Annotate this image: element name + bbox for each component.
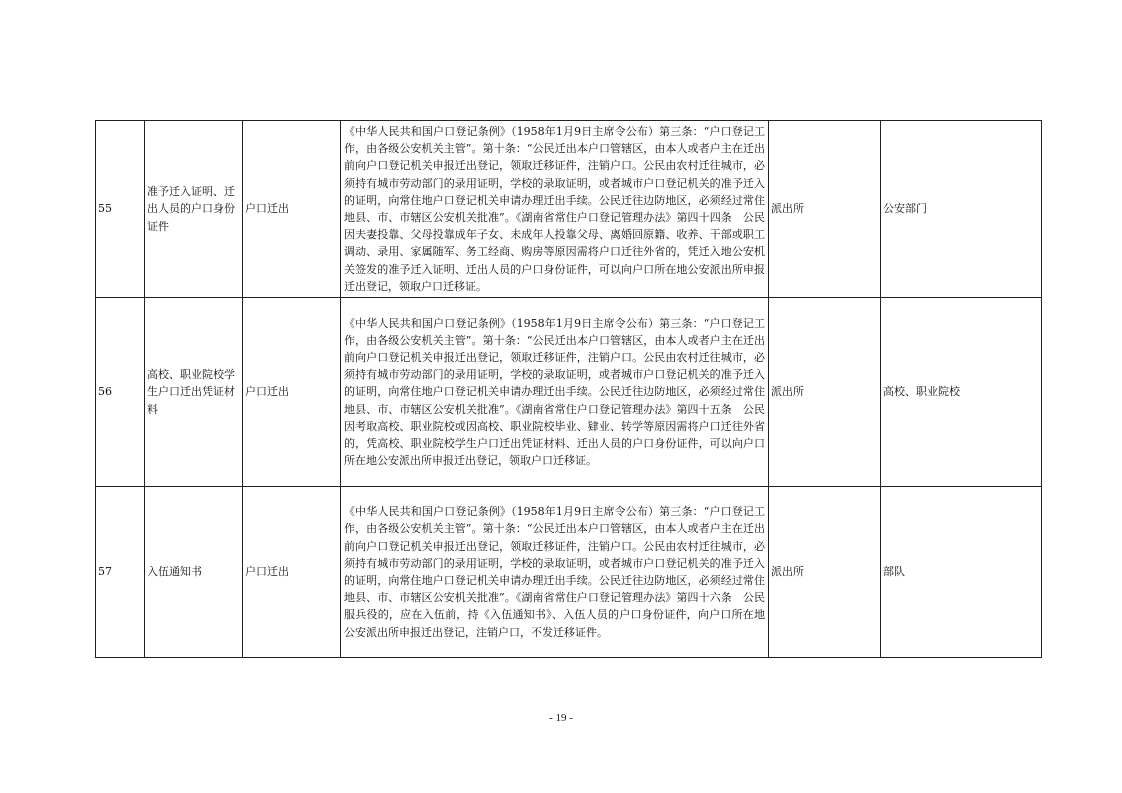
handling-unit-cell: 派出所 [769,121,881,298]
legal-basis-cell: 《中华人民共和国户口登记条例》（1958年1月9日主席令公布）第三条：“户口登记工作，由各级公安机关主管”。第十条：“公民迁出本户口管辖区，由本人或者户主在迁出前向户口登记机关申报迁出登记，领取迁移证件，注销户口。公民由农村迁往城市，必须持有城市劳动部门的录用证明，学校的录取证明，或者城市户口登记机关的准予迁入的证明，向常住地户口登记机关申请办理迁出手续。公民迁往边防地区，必须经过常住地县、市、市辖区公安机关批准”。《湖南省常住户口登记管理办法》第四十五条 公民因考取高校、职业院校或因高校、职业院校毕业、肄业、转学等原因需将户口迁往外省的，凭高校、职业院校学生户口迁出凭证材料、迁出人员的户口身份证件，可以向户口所在地公安派出所申报迁出登记，领取户口迁移证。 [341,298,769,487]
issuing-unit-cell: 高校、职业院校 [881,298,1042,487]
row-number-cell: 56 [96,298,145,487]
issuing-unit-cell: 部队 [881,487,1042,658]
service-item-cell: 户口迁出 [243,298,341,487]
table-row [96,298,1042,487]
table-row [96,121,1042,298]
material-name-cell: 准予迁入证明、迁出人员的户口身份证件 [145,121,243,298]
material-name-cell: 高校、职业院校学生户口迁出凭证材料 [145,298,243,487]
handling-unit-cell: 派出所 [769,298,881,487]
page-number: - 19 - [549,712,573,724]
service-item-cell: 户口迁出 [243,121,341,298]
service-item-cell: 户口迁出 [243,487,341,658]
material-name-cell: 入伍通知书 [145,487,243,658]
row-number-cell: 55 [96,121,145,298]
legal-basis-cell: 《中华人民共和国户口登记条例》（1958年1月9日主席令公布）第三条：“户口登记工作，由各级公安机关主管”。第十条：“公民迁出本户口管辖区，由本人或者户主在迁出前向户口登记机关申报迁出登记，领取迁移证件，注销户口。公民由农村迁往城市，必须持有城市劳动部门的录用证明，学校的录取证明，或者城市户口登记机关的准予迁入的证明，向常住地户口登记机关申请办理迁出手续。公民迁往边防地区，必须经过常住地县、市、市辖区公安机关批准”。《湖南省常住户口登记管理办法》第四十四条 公民因夫妻投靠、父母投靠成年子女、未成年人投靠父母、离婚回原籍、收养、干部或职工调动、录用、家属随军、务工经商、购房等原因需将户口迁往外省的，凭迁入地公安机关签发的准予迁入证明、迁出人员的户口身份证件，可以向户口所在地公安派出所申报迁出登记，领取户口迁移证。 [341,121,769,298]
handling-unit-cell: 派出所 [769,487,881,658]
issuing-unit-cell: 公安部门 [881,121,1042,298]
table-row [96,487,1042,658]
row-number-cell: 57 [96,487,145,658]
certificate-table [95,120,1042,658]
legal-basis-cell: 《中华人民共和国户口登记条例》（1958年1月9日主席令公布）第三条：“户口登记工作，由各级公安机关主管”。第十条：“公民迁出本户口管辖区，由本人或者户主在迁出前向户口登记机关申报迁出登记，领取迁移证件，注销户口。公民由农村迁往城市，必须持有城市劳动部门的录用证明，学校的录取证明，或者城市户口登记机关的准予迁入的证明，向常住地户口登记机关申请办理迁出手续。公民迁往边防地区，必须经过常住地县、市、市辖区公安机关批准”。《湖南省常住户口登记管理办法》第四十六条 公民服兵役的，应在入伍前，持《入伍通知书》、入伍人员的户口身份证件，向户口所在地公安派出所申报迁出登记，注销户口，不发迁移证件。 [341,487,769,658]
